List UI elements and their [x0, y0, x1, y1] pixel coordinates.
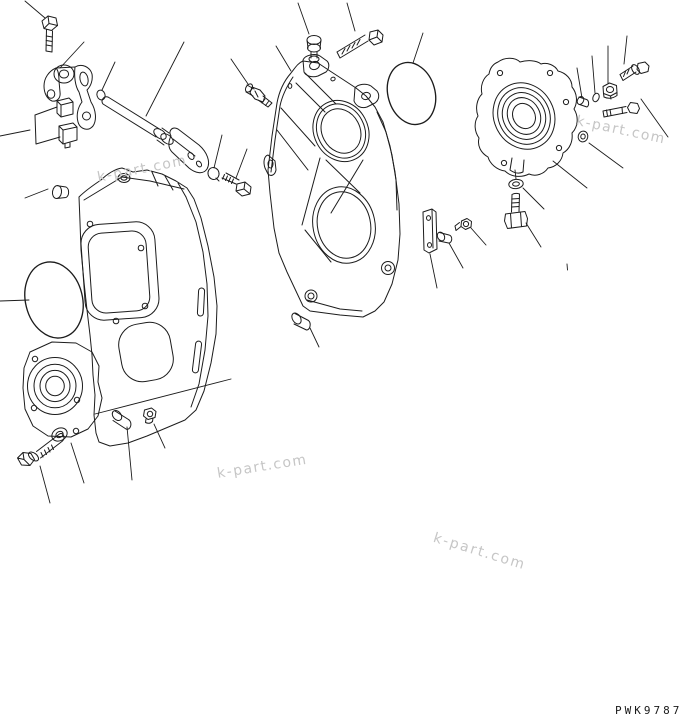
plug-top-center	[307, 36, 321, 63]
plug-left	[52, 185, 69, 199]
strip-plate	[423, 209, 437, 253]
pin-small-right	[436, 231, 452, 243]
nut-right	[603, 83, 617, 99]
bolt-below-hub	[505, 193, 528, 228]
rear-cover-assembly	[23, 168, 217, 446]
pin-bottom-left	[110, 409, 131, 430]
bolt-diagonal-top	[337, 30, 383, 58]
spacer-right	[576, 95, 589, 107]
washer-right-small	[577, 130, 589, 143]
bolt-horizontal-right	[603, 103, 640, 118]
screw-bottom-left	[144, 408, 157, 423]
washer-below-hub	[508, 179, 523, 190]
o-ring-small-2	[207, 166, 221, 181]
watermark-1: k-part.com	[96, 152, 189, 186]
screw-small-right	[455, 219, 472, 231]
gear-case-cover	[264, 55, 400, 317]
watermark-4: k-part.com	[431, 530, 529, 574]
snap-washer-right	[592, 92, 601, 102]
o-ring-large-right	[380, 57, 443, 131]
bolt-top-right	[620, 62, 649, 81]
watermark-3: k-part.com	[216, 451, 309, 482]
bolt-top-left	[42, 16, 58, 52]
pin-bottom-center	[290, 311, 310, 330]
o-ring-small-1	[96, 89, 107, 101]
bracket-lever-assembly	[44, 65, 95, 129]
drawing-code: PWK9787	[615, 704, 683, 717]
clip-blocks	[35, 98, 77, 148]
hub-cover-right	[475, 58, 577, 176]
bolt-bottom-left	[18, 433, 65, 465]
watermark-2: k-part.com	[574, 113, 668, 148]
sensor-plug	[244, 83, 272, 107]
